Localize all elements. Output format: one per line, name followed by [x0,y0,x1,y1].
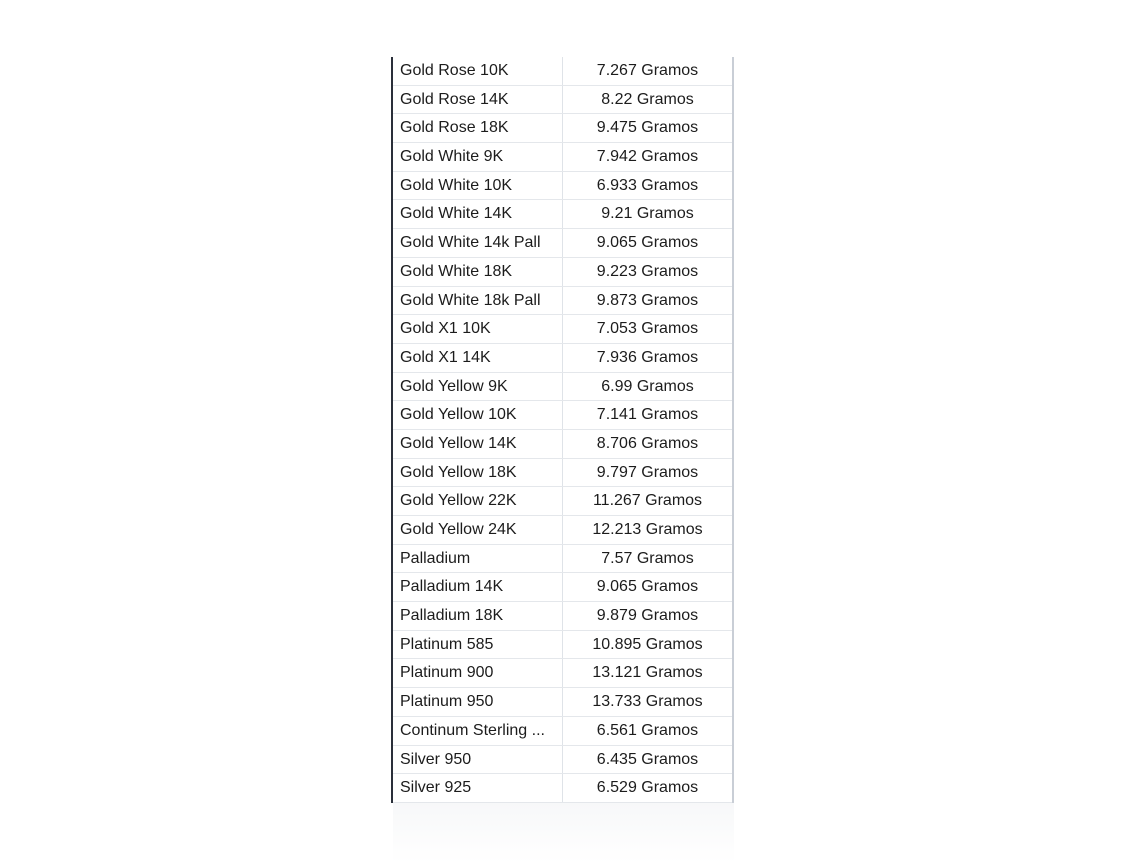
material-weight-cell[interactable]: 9.21 Gramos [601,205,694,223]
table-row[interactable] [393,516,732,545]
material-name-cell[interactable]: Gold Rose 10K [393,57,563,85]
material-weight-cell[interactable]: 7.053 Gramos [596,320,699,338]
table-row[interactable] [393,258,732,287]
material-weight-cell[interactable]: 6.435 Gramos [596,750,699,768]
material-name-cell[interactable]: Gold Yellow 14K [393,430,563,458]
list-bottom-area [393,803,734,863]
material-name-cell[interactable]: Silver 950 [393,746,563,774]
table-row[interactable] [393,344,732,373]
material-weight-cell[interactable]: 6.99 Gramos [601,377,694,395]
material-name-cell[interactable]: Continum Sterling ... [393,717,563,745]
material-name-cell[interactable]: Gold White 10K [393,172,563,200]
material-weight-cell[interactable]: 10.895 Gramos [592,635,703,653]
table-row[interactable] [393,774,732,803]
material-name-cell[interactable]: Gold Yellow 18K [393,459,563,487]
material-weight-cell[interactable]: 9.223 Gramos [596,262,699,280]
table-row[interactable] [393,57,732,86]
table-row[interactable] [393,287,732,316]
material-weight-cell[interactable]: 6.561 Gramos [596,721,699,739]
material-name-cell[interactable]: Gold Yellow 10K [393,401,563,429]
table-row[interactable] [393,602,732,631]
material-name-cell[interactable]: Platinum 950 [393,688,563,716]
table-row[interactable] [393,315,732,344]
table-row[interactable] [393,229,732,258]
material-weight-cell[interactable]: 9.879 Gramos [596,607,699,625]
table-row[interactable] [393,659,732,688]
table-row[interactable] [393,487,732,516]
material-weight-cell[interactable]: 9.475 Gramos [596,119,699,137]
material-name-cell[interactable]: Gold Rose 14K [393,86,563,114]
material-weight-cell[interactable]: 7.942 Gramos [596,148,699,166]
material-name-cell[interactable]: Gold Rose 18K [393,114,563,142]
material-weight-cell[interactable]: 11.267 Gramos [592,492,703,510]
material-name-cell[interactable]: Gold Yellow 22K [393,487,563,515]
table-row[interactable] [393,545,732,574]
material-name-cell[interactable]: Gold White 14k Pall [393,229,563,257]
table-row[interactable] [393,114,732,143]
table-row[interactable] [393,459,732,488]
table-row[interactable] [393,717,732,746]
material-name-cell[interactable]: Gold X1 10K [393,315,563,343]
material-weight-cell[interactable]: 7.267 Gramos [596,62,699,79]
material-weight-cell[interactable]: 8.706 Gramos [596,434,699,452]
material-name-cell[interactable]: Gold White 18k Pall [393,287,563,315]
material-weight-cell[interactable]: 6.529 Gramos [596,779,699,797]
material-weight-cell[interactable]: 7.141 Gramos [596,406,699,424]
material-weight-cell[interactable]: 9.065 Gramos [596,234,699,252]
table-row[interactable] [393,631,732,660]
material-name-cell[interactable]: Palladium 14K [393,573,563,601]
table-row[interactable] [393,573,732,602]
table-row[interactable] [393,401,732,430]
material-name-cell[interactable]: Gold White 14K [393,200,563,228]
table-row[interactable] [393,688,732,717]
material-weight-cell[interactable]: 6.933 Gramos [596,176,699,194]
material-name-cell[interactable]: Palladium [393,545,563,573]
table-row[interactable] [393,430,732,459]
material-weight-cell[interactable]: 9.065 Gramos [596,578,699,596]
material-name-cell[interactable]: Gold White 18K [393,258,563,286]
material-weight-cell[interactable]: 7.57 Gramos [601,549,694,567]
material-name-cell[interactable]: Gold Yellow 9K [393,373,563,401]
material-weight-cell[interactable]: 9.873 Gramos [596,291,699,309]
material-weight-cell[interactable]: 9.797 Gramos [596,463,699,481]
table-row[interactable] [393,172,732,201]
material-name-cell[interactable]: Gold X1 14K [393,344,563,372]
material-weight-cell[interactable]: 12.213 Gramos [592,521,703,538]
table-row[interactable] [393,200,732,229]
material-name-cell[interactable]: Platinum 900 [393,659,563,687]
material-name-cell[interactable]: Platinum 585 [393,631,563,659]
material-name-cell[interactable]: Gold Yellow 24K [393,516,563,544]
material-weight-list [391,57,734,803]
material-name-cell[interactable]: Silver 925 [393,774,563,802]
material-weight-cell[interactable]: 13.121 Gramos [592,664,703,682]
material-name-cell[interactable]: Palladium 18K [393,602,563,630]
table-row[interactable] [393,373,732,402]
material-name-cell[interactable]: Gold White 9K [393,143,563,171]
material-weight-cell[interactable]: 8.22 Gramos [601,90,694,108]
table-row[interactable] [393,143,732,172]
material-weight-cell[interactable]: 13.733 Gramos [592,693,703,711]
table-row[interactable] [393,86,732,115]
material-weight-cell[interactable]: 7.936 Gramos [596,348,699,366]
table-row[interactable] [393,746,732,775]
